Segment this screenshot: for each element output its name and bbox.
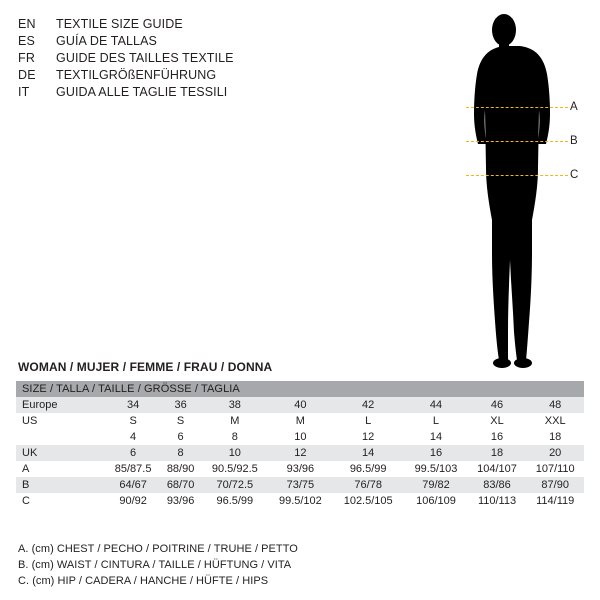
language-row (18, 33, 318, 50)
cell: 42 (332, 397, 404, 413)
cell: 44 (404, 397, 467, 413)
cell: 38 (201, 397, 269, 413)
cell: 99.5/102 (269, 493, 332, 509)
cell: 10 (201, 445, 269, 461)
cell: L (332, 413, 404, 429)
language-row (18, 16, 318, 33)
cell: 12 (269, 445, 332, 461)
footnote-list (18, 541, 298, 589)
language-code: IT (18, 85, 30, 99)
language-row (18, 67, 318, 84)
cell: 68/70 (160, 477, 201, 493)
cell: 34 (106, 397, 160, 413)
table-row (16, 477, 584, 493)
language-code: EN (18, 17, 36, 31)
section-title: WOMAN / MUJER / FEMME / FRAU / DONNA (18, 360, 273, 374)
measure-line-chest (466, 107, 568, 108)
cell: 6 (160, 429, 201, 445)
row-label: Europe (16, 397, 106, 413)
cell: 114/119 (526, 493, 584, 509)
cell: 70/72.5 (201, 477, 269, 493)
female-silhouette-icon (440, 8, 570, 368)
cell: 14 (404, 429, 467, 445)
cell: 104/107 (468, 461, 527, 477)
table-row (16, 429, 584, 445)
measure-line-hip (466, 175, 568, 176)
cell: 73/75 (269, 477, 332, 493)
cell: 40 (269, 397, 332, 413)
cell: 8 (201, 429, 269, 445)
row-label: C (16, 493, 106, 509)
body-figure (420, 8, 590, 368)
cell: 110/113 (468, 493, 527, 509)
language-row (18, 50, 318, 67)
measure-line-waist (466, 141, 568, 142)
language-title: TEXTILE SIZE GUIDE (56, 17, 183, 31)
cell: XL (468, 413, 527, 429)
cell: 20 (526, 445, 584, 461)
footnote-waist: B. (cm) WAIST / CINTURA / TAILLE / HÜFTUNG / VITA (18, 559, 292, 571)
cell: 76/78 (332, 477, 404, 493)
cell: 16 (468, 429, 527, 445)
cell: 102.5/105 (332, 493, 404, 509)
cell: 6 (106, 445, 160, 461)
footnote-hip: C. (cm) HIP / CADERA / HANCHE / HÜFTE / HIPS (18, 575, 269, 587)
table-row (16, 413, 584, 429)
cell: 83/86 (468, 477, 527, 493)
measure-label-b: B (570, 135, 578, 147)
language-list (18, 16, 318, 101)
language-title: GUÍA DE TALLAS (56, 34, 157, 48)
cell: S (106, 413, 160, 429)
cell: 10 (269, 429, 332, 445)
cell: 88/90 (160, 461, 201, 477)
cell: 14 (332, 445, 404, 461)
cell: 64/67 (106, 477, 160, 493)
cell: 48 (526, 397, 584, 413)
language-title: GUIDE DES TAILLES TEXTILE (56, 51, 234, 65)
cell: 16 (404, 445, 467, 461)
cell: S (160, 413, 201, 429)
language-code: ES (18, 34, 36, 48)
cell: 99.5/103 (404, 461, 467, 477)
footnote-chest: A. (cm) CHEST / PECHO / POITRINE / TRUHE / PETTO (18, 543, 298, 555)
cell: L (404, 413, 467, 429)
language-code: DE (18, 68, 36, 82)
cell: 79/82 (404, 477, 467, 493)
language-title: GUIDA ALLE TAGLIE TESSILI (56, 85, 228, 99)
row-label: UK (16, 445, 106, 461)
table-header-row (16, 381, 584, 397)
cell: 85/87.5 (106, 461, 160, 477)
cell: 93/96 (269, 461, 332, 477)
measure-label-a: A (570, 101, 578, 113)
cell: 106/109 (404, 493, 467, 509)
cell: 96.5/99 (332, 461, 404, 477)
table-row (16, 445, 584, 461)
row-label (16, 429, 106, 445)
measure-label-c: C (570, 169, 579, 181)
cell: 93/96 (160, 493, 201, 509)
cell: 90.5/92.5 (201, 461, 269, 477)
row-label: A (16, 461, 106, 477)
table-row (16, 397, 584, 413)
table-header-label: SIZE / TALLA / TAILLE / GRÖSSE / TAGLIA (22, 383, 240, 395)
cell: 18 (526, 429, 584, 445)
cell: 90/92 (106, 493, 160, 509)
size-table (16, 381, 584, 509)
language-code: FR (18, 51, 36, 65)
cell: XXL (526, 413, 584, 429)
cell: M (201, 413, 269, 429)
cell: 12 (332, 429, 404, 445)
row-label: B (16, 477, 106, 493)
cell: 107/110 (526, 461, 584, 477)
language-title: TEXTILGRÖßENFÜHRUNG (56, 68, 217, 82)
table-row (16, 493, 584, 509)
cell: 96.5/99 (201, 493, 269, 509)
table-row (16, 461, 584, 477)
row-label: US (16, 413, 106, 429)
language-row (18, 84, 318, 101)
cell: 36 (160, 397, 201, 413)
cell: 87/90 (526, 477, 584, 493)
cell: 8 (160, 445, 201, 461)
cell: M (269, 413, 332, 429)
cell: 4 (106, 429, 160, 445)
cell: 18 (468, 445, 527, 461)
cell: 46 (468, 397, 527, 413)
